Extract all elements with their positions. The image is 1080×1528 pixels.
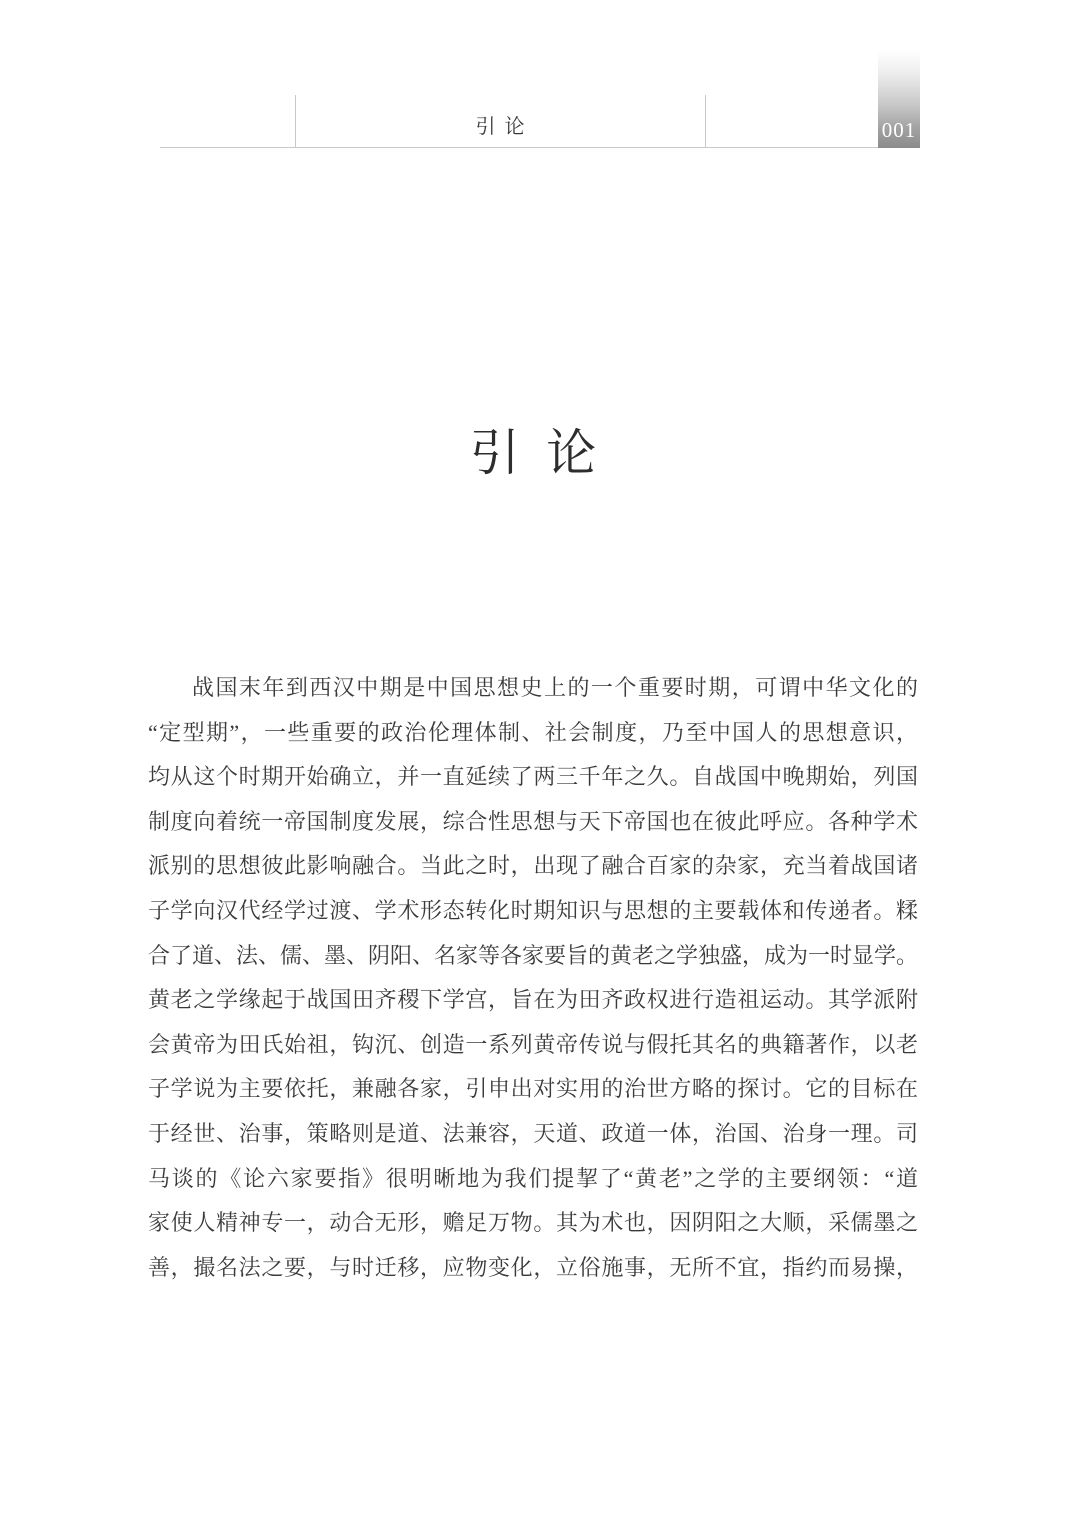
header-rule	[160, 147, 878, 148]
page-number: 001	[881, 118, 917, 142]
running-head-title: 引 论	[475, 116, 525, 138]
body-text-line: 均从这个时期开始确立，并一直延续了两三千年之久。自战国中晚期始，列国	[148, 764, 918, 790]
body-text-line: 派别的思想彼此影响融合。当此之时，出现了融合百家的杂家，充当着战国诸	[148, 853, 918, 879]
body-text-line: 制度向着统一帝国制度发展，综合性思想与天下帝国也在彼此呼应。各种学术	[148, 808, 918, 834]
body-text-line: 家使人精神专一，动合无形，赡足万物。其为术也，因阴阳之大顺，采儒墨之	[148, 1210, 918, 1236]
chapter-title: 引 论	[469, 425, 597, 481]
body-text-line: 于经世、治事，策略则是道、法兼容，天道、政道一体，治国、治身一理。司	[148, 1120, 918, 1146]
body-text-line: 会黄帝为田氏始祖，钩沉、创造一系列黄帝传说与假托其名的典籍著作，以老	[148, 1031, 918, 1057]
page-number-bar	[878, 50, 920, 148]
body-text-line: 子学向汉代经学过渡、学术形态转化时期知识与思想的主要载体和传递者。糅	[148, 897, 918, 923]
header-right-tick	[705, 95, 706, 147]
body-text-line: “定型期”，一些重要的政治伦理体制、社会制度，乃至中国人的思想意识，	[148, 719, 918, 745]
body-text-line: 黄老之学缘起于战国田齐稷下学宫，旨在为田齐政权进行造祖运动。其学派附	[148, 987, 918, 1013]
body-text-line: 战国末年到西汉中期是中国思想史上的一个重要时期，可谓中华文化的	[192, 675, 918, 700]
body-text	[148, 666, 918, 1290]
body-text-line: 合了道、法、儒、墨、阴阳、名家等各家要旨的黄老之学独盛，成为一时显学。	[148, 942, 919, 968]
body-text-line: 马谈的《论六家要指》很明晰地为我们提挈了“黄老”之学的主要纲领：“道	[148, 1165, 918, 1191]
body-text-line: 子学说为主要依托，兼融各家，引申出对实用的治世方略的探讨。它的目标在	[148, 1076, 918, 1102]
body-text-line: 善，撮名法之要，与时迁移，应物变化，立俗施事，无所不宜，指约而易操，	[148, 1254, 918, 1280]
